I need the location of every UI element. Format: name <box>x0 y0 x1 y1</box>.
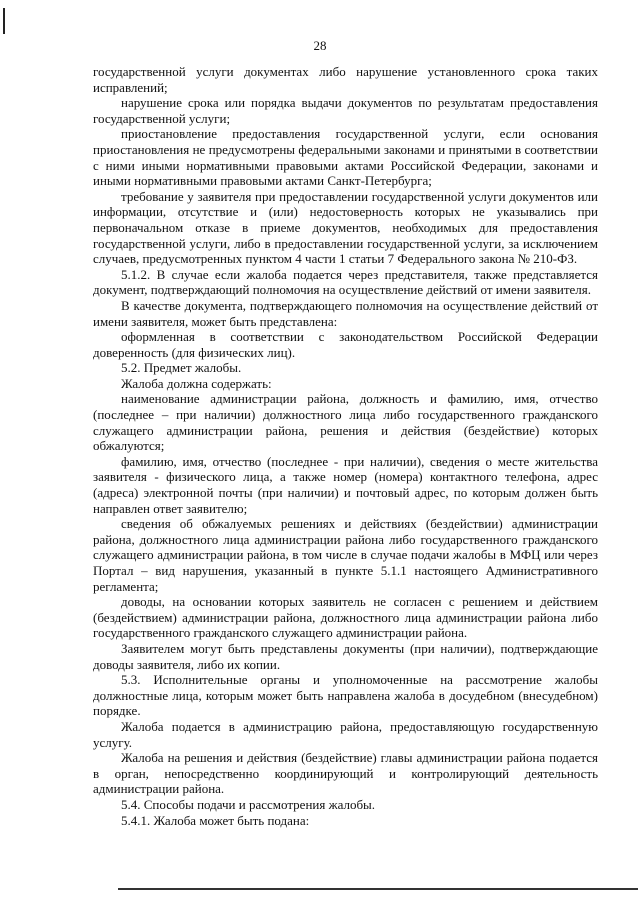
paragraph: требование у заявителя при предоставлении государственной услуги документов или информации, отсутствие и (или) недостоверность которых не указывались при первоначальном отказе в приеме документов, необходимых для предоставления государственной услуги, либо в предоставлении государственной услуги, за исключением случаев, предусмотренных пунктом 4 части 1 статьи 7 Федерального закона № 210-ФЗ. <box>93 188 598 267</box>
paragraph: приостановление предоставления государственной услуги, если основания приостановления не предусмотрены федеральными законами и принятыми в соответствии с ними иными нормативными правовыми актами Российской Федерации, законами и иными нормативными правовыми актами Санкт-Петербурга; <box>93 126 598 189</box>
paragraph: Жалоба на решения и действия (бездействие) главы администрации района подается в орган, непосредственно координирующий и контролирующий деятельность администрации района. <box>93 750 598 797</box>
paragraph: 5.1.2. В случае если жалоба подается через представителя, также представляется документ, подтверждающий полномочия на осуществление действий от имени заявителя. <box>93 266 598 298</box>
paragraph: доводы, на основании которых заявитель не согласен с решением и действием (бездействием) администрации района, должностного лица администрации района либо государственного гражданского служащего администрации района. <box>93 594 598 641</box>
paragraph: Заявителем могут быть представлены документы (при наличии), подтверждающие доводы заявителя, либо их копии. <box>93 640 598 672</box>
scan-edge-mark <box>3 8 5 34</box>
paragraph: сведения об обжалуемых решениях и действиях (бездействии) администрации района, должностного лица администрации района либо государственного гражданского служащего администрации района, в том числе в случае подачи жалобы в МФЦ или через Портал – вид нарушения, указанный в пункте 5.1.1 настоящего Административного регламента; <box>93 516 598 594</box>
document-body <box>93 64 598 828</box>
paragraph: Жалоба должна содержать: <box>121 375 272 391</box>
paragraph: нарушение срока или порядка выдачи документов по результатам предоставления государственной услуги; <box>93 95 598 126</box>
paragraph: 5.4. Способы подачи и рассмотрения жалобы. <box>121 796 376 812</box>
paragraph: наименование администрации района, должность и фамилию, имя, отчество (последнее – при наличии) должностного лица либо государственного гражданского служащего администрации района, решения и действия (бездействие) которых обжалуются; <box>93 391 598 454</box>
paragraph: 5.2. Предмет жалобы. <box>121 360 242 376</box>
paragraph: фамилию, имя, отчество (последнее - при наличии), сведения о месте жительства заявителя - физического лица, а также номер (номера) контактного телефона, адрес (адреса) электронной почты (при наличии) и почтовый адрес, по которым должен быть направлен ответ заявителю; <box>93 453 598 516</box>
paragraph: В качестве документа, подтверждающего полномочия на осуществление действий от имени заявителя, может быть представлена: <box>93 297 598 329</box>
paragraph: государственной услуги документах либо нарушение установленного срока таких исправлений; <box>93 64 598 95</box>
paragraph: Жалоба подается в администрацию района, предоставляющую государственную услугу. <box>93 718 598 750</box>
page-number: 28 <box>313 38 327 53</box>
paragraph: 5.4.1. Жалоба может быть подана: <box>121 812 310 828</box>
paragraph: оформленная в соответствии с законодательством Российской Федерации доверенность (для физических лиц). <box>93 329 598 360</box>
scan-bottom-line <box>118 888 638 890</box>
paragraph: 5.3. Исполнительные органы и уполномоченные на рассмотрение жалобы должностные лица, которым может быть направлена жалоба в досудебном (внесудебном) порядке. <box>93 672 598 719</box>
